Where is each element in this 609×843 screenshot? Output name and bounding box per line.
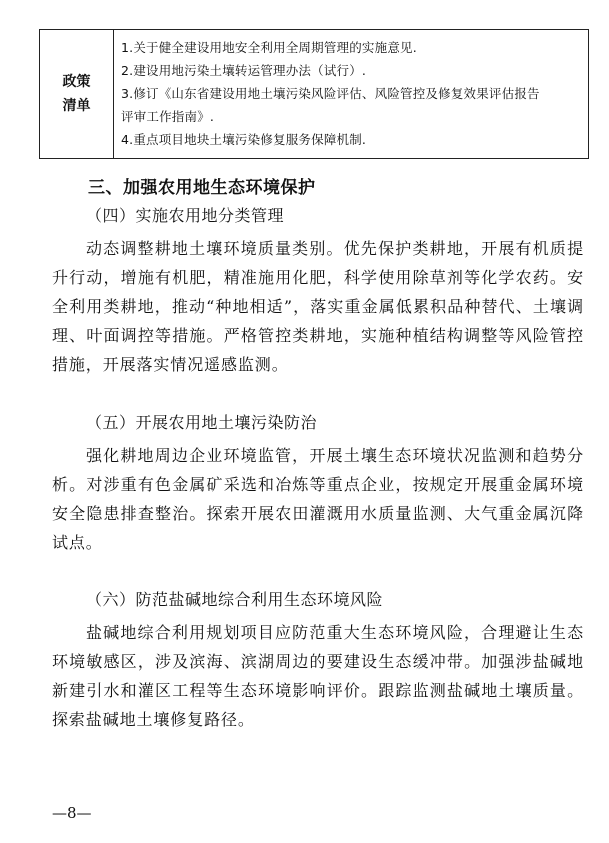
policy-label-line1: 政策 [62,74,91,90]
policy-list-label [40,30,114,158]
policy-item: 1.关于健全建设用地安全利用全周期管理的实施意见. [121,40,417,55]
policy-label-line2: 清单 [62,98,91,114]
subsection-paragraph: 动态调整耕地土壤环境质量类别。优先保护类耕地，开展有机质提升行动，增施有机肥，精准施用化肥，科学使用除草剂等化学农药。安全利用类耕地，推动“种地相适”，落实重金属低累积品种替代、土壤调理、叶面调控等措施。严格管控类耕地，实施种植结构调整等风险管控措施，开展落实情况遥感监测。 [52,239,584,374]
policy-item: 2.建设用地污染土壤转运管理办法（试行）. [121,63,367,78]
section-heading: 三、加强农用地生态环境保护 [88,178,316,198]
policy-items [114,30,588,158]
subsection-heading: （六）防范盐碱地综合利用生态环境风险 [86,590,384,609]
subsection-heading: （五）开展农用地土壤污染防治 [86,413,318,432]
subsection-paragraph: 强化耕地周边企业环境监管，开展土壤生态环境状况监测和趋势分析。对涉重有色金属矿采选和冶炼等重点企业，按规定开展重金属环境安全隐患排查整治。探索开展农田灌溉用水质量监测、大气重金属沉降试点。 [52,446,584,552]
page-number: —8— [52,804,92,822]
subsection-heading: （四）实施农用地分类管理 [86,206,285,225]
policy-item: 3.修订《山东省建设用地土壤污染风险评估、风险管控及修复效果评估报告 [121,86,540,101]
policy-item: 评审工作指南》. [121,109,215,124]
policy-item: 4.重点项目地块土壤污染修复服务保障机制. [121,132,367,147]
subsection-paragraph: 盐碱地综合利用规划项目应防范重大生态环境风险，合理避让生态环境敏感区，涉及滨海、滨湖周边的要建设生态缓冲带。加强涉盐碱地新建引水和灌区工程等生态环境影响评价。跟踪监测盐碱地土壤质量。探索盐碱地土壤修复路径。 [52,623,584,729]
policy-list-table [39,29,589,159]
